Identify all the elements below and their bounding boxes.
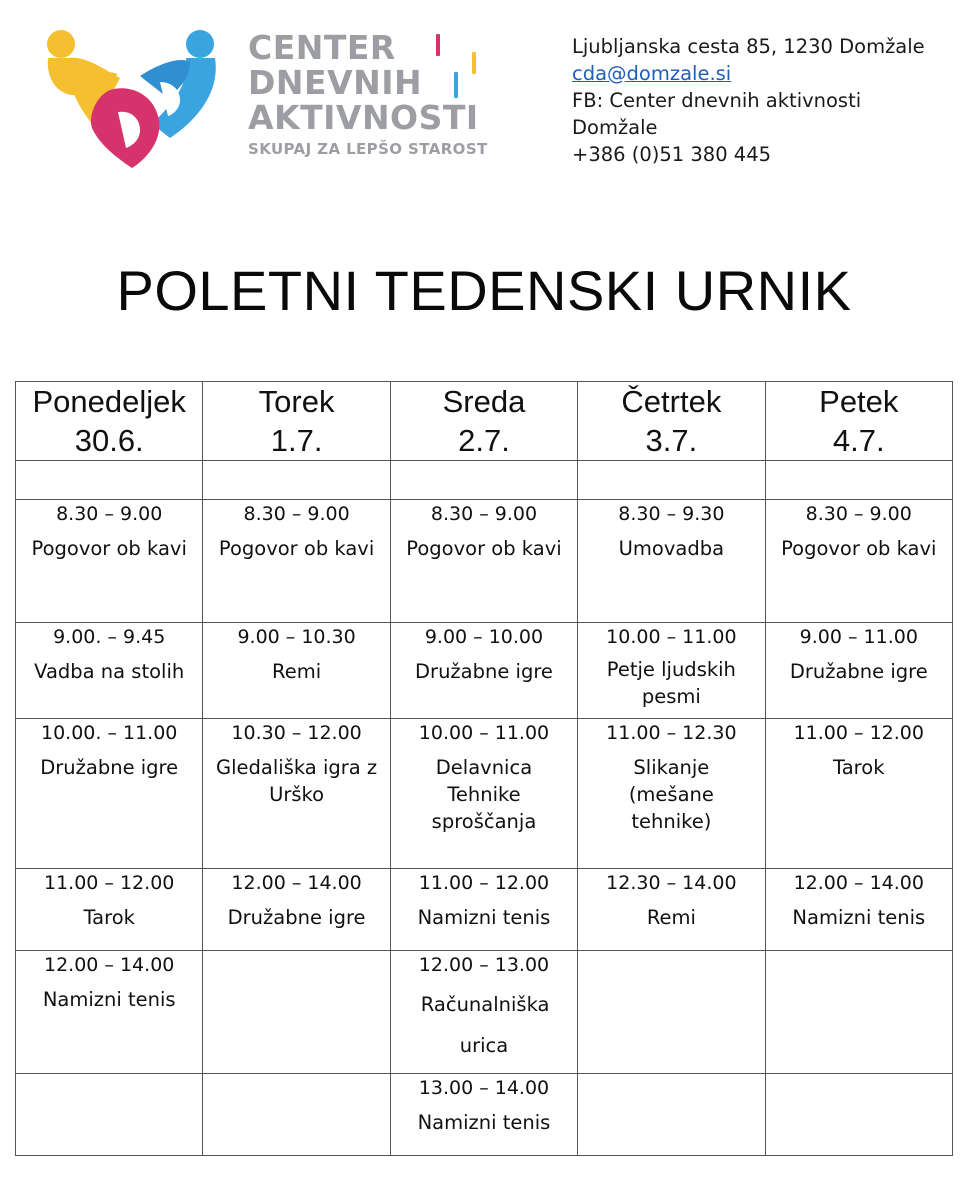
empty-cell — [390, 461, 577, 500]
slot-activity: Družabne igre — [789, 660, 928, 683]
slot-activity: Pogovor ob kavi — [218, 537, 375, 560]
slot-time: 11.00 – 12.00 — [418, 872, 550, 894]
schedule-cell — [203, 623, 390, 719]
schedule-cell — [390, 1074, 577, 1156]
logo-bar-magenta — [436, 34, 440, 56]
slot-activity: Namizni tenis — [417, 1111, 551, 1134]
schedule-cell — [16, 719, 203, 869]
schedule-cell — [16, 1074, 203, 1156]
slot-time: 10.00 – 11.00 — [606, 626, 737, 648]
table-row — [16, 1074, 953, 1156]
slot-activity: Družabne igre — [40, 756, 179, 779]
page-title: POLETNI TEDENSKI URNIK — [116, 259, 852, 322]
table-header-row — [16, 382, 953, 461]
contact-facebook: FB: Center dnevnih aktivnosti — [572, 89, 862, 112]
slot-activity: Pogovor ob kavi — [406, 537, 562, 560]
schedule-cell — [390, 869, 577, 951]
empty-cell — [16, 461, 203, 500]
slot-activity: Pogovor ob kavi — [31, 537, 187, 560]
table-row — [16, 623, 953, 719]
day-name: Torek — [258, 384, 335, 419]
schedule-cell — [390, 500, 577, 623]
slot-activity: Delavnica Tehnike sproščanja — [431, 756, 537, 833]
schedule-cell — [390, 951, 577, 1074]
slot-activity: Tarok — [833, 756, 885, 779]
schedule-cell — [765, 869, 952, 951]
contact-phone: +386 (0)51 380 445 — [572, 143, 772, 166]
day-header — [578, 382, 765, 461]
schedule-cell — [16, 623, 203, 719]
day-date: 1.7. — [270, 423, 323, 458]
day-name: Sreda — [442, 384, 526, 419]
slot-time: 9.00 – 10.00 — [424, 626, 544, 648]
contact-address: Ljubljanska cesta 85, 1230 Domžale — [572, 35, 925, 58]
schedule-cell — [390, 719, 577, 869]
contact-facebook-cont: Domžale — [572, 116, 658, 139]
day-date: 2.7. — [458, 423, 510, 458]
schedule-cell — [578, 869, 765, 951]
day-name: Petek — [819, 384, 899, 419]
empty-cell — [203, 461, 390, 500]
slot-activity: Družabne igre — [227, 906, 366, 929]
logo-line-aktivnosti: AKTIVNOSTI — [248, 98, 479, 137]
slot-time: 9.00. – 9.45 — [53, 626, 166, 648]
schedule-cell — [578, 500, 765, 623]
slot-time: 10.00 – 11.00 — [418, 722, 550, 744]
slot-time: 8.30 – 9.00 — [805, 503, 912, 525]
slot-activity: Družabne igre — [415, 660, 553, 683]
slot-time: 10.30 – 12.00 — [231, 722, 362, 744]
table-row — [16, 500, 953, 623]
schedule-cell — [16, 500, 203, 623]
day-name: Četrtek — [621, 384, 722, 419]
slot-time: 12.30 – 14.00 — [606, 872, 737, 894]
logo-heart-icon — [40, 28, 225, 173]
table-row — [16, 951, 953, 1074]
slot-time: 12.00 – 14.00 — [44, 954, 175, 976]
slot-time: 8.30 – 9.30 — [618, 503, 725, 525]
logo-wordmark — [248, 30, 488, 159]
slot-activity: Namizni tenis — [792, 906, 926, 929]
slot-activity: Namizni tenis — [417, 906, 551, 929]
schedule-cell — [578, 719, 765, 869]
slot-activity: Gledališka igra z Urško — [216, 756, 378, 806]
day-header — [765, 382, 952, 461]
day-date: 30.6. — [74, 423, 144, 458]
slot-activity: Tarok — [83, 906, 135, 929]
slot-time: 9.00 – 10.30 — [237, 626, 356, 648]
slot-activity: Remi — [272, 660, 322, 683]
schedule-cell — [765, 623, 952, 719]
slot-activity: Vadba na stolih — [34, 660, 185, 683]
weekly-schedule-table — [15, 381, 953, 1156]
schedule-cell — [203, 719, 390, 869]
day-date: 4.7. — [832, 423, 885, 458]
slot-time: 12.00 – 13.00 — [418, 954, 550, 976]
slot-time: 8.30 – 9.00 — [243, 503, 350, 525]
schedule-cell — [203, 1074, 390, 1156]
schedule-cell — [16, 869, 203, 951]
slot-time: 11.00 – 12.00 — [44, 872, 175, 894]
slot-time: 8.30 – 9.00 — [56, 503, 163, 525]
logo-line-center: CENTER — [248, 28, 396, 67]
schedule-cell — [765, 1074, 952, 1156]
empty-cell — [765, 461, 952, 500]
table-row — [16, 719, 953, 869]
slot-activity: Umovadba — [618, 537, 725, 560]
schedule-cell — [765, 951, 952, 1074]
center-logo — [40, 28, 500, 173]
slot-time: 13.00 – 14.00 — [418, 1077, 550, 1099]
contact-email-link[interactable]: cda@domzale.si — [572, 62, 732, 85]
slot-activity: Računalniška urica — [420, 993, 550, 1057]
schedule-cell — [16, 951, 203, 1074]
logo-tagline: SKUPAJ ZA LEPŠO STAROST — [248, 140, 488, 158]
slot-time: 11.00 – 12.30 — [606, 722, 737, 744]
day-header — [203, 382, 390, 461]
logo-line-dnevnih: DNEVNIH — [248, 63, 423, 102]
schedule-cell — [765, 500, 952, 623]
day-date: 3.7. — [645, 423, 698, 458]
slot-time: 9.00 – 11.00 — [799, 626, 918, 648]
schedule-cell — [578, 951, 765, 1074]
logo-bar-blue — [454, 72, 458, 98]
empty-cell — [578, 461, 765, 500]
slot-time: 11.00 – 12.00 — [793, 722, 924, 744]
schedule-cell — [578, 1074, 765, 1156]
slot-time: 12.00 – 14.00 — [231, 872, 362, 894]
empty-spacer-row — [16, 461, 953, 500]
slot-activity: Pogovor ob kavi — [781, 537, 937, 560]
day-header — [16, 382, 203, 461]
logo-bar-yellow — [472, 52, 476, 74]
schedule-cell — [203, 869, 390, 951]
schedule-cell — [203, 500, 390, 623]
schedule-cell — [390, 623, 577, 719]
slot-time: 10.00. – 11.00 — [40, 722, 178, 744]
table-row — [16, 869, 953, 951]
schedule-cell — [203, 951, 390, 1074]
schedule-cell — [578, 623, 765, 719]
slot-activity: Namizni tenis — [42, 988, 176, 1011]
contact-info — [572, 33, 925, 168]
schedule-cell — [765, 719, 952, 869]
slot-activity: Remi — [646, 906, 696, 929]
slot-activity: Petje ljudskih pesmi — [606, 658, 736, 708]
day-header — [390, 382, 577, 461]
slot-time: 12.00 – 14.00 — [793, 872, 924, 894]
slot-activity: Slikanje (mešane tehnike) — [628, 756, 714, 833]
slot-time: 8.30 – 9.00 — [430, 503, 538, 525]
day-name: Ponedeljek — [32, 384, 186, 419]
